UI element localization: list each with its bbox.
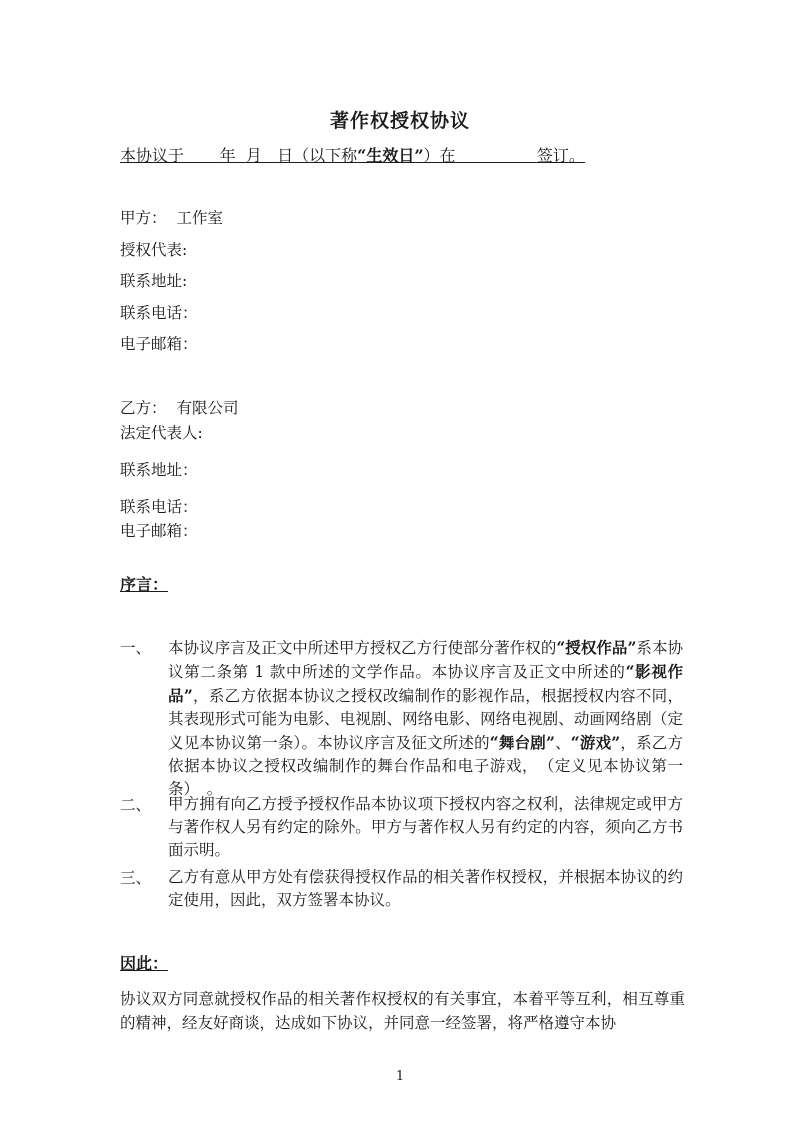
sign-in-label: ）在	[423, 146, 456, 165]
party-a-representative-label: 授权代表:	[120, 241, 188, 259]
clause-text: 甲方拥有向乙方授予授权作品本协议项下授权内容之权利，法律规定或甲方与著作权人另有约定的除外。甲方与著作权人另有约定的内容，须向乙方书面示明。	[168, 795, 683, 859]
party-b-phone-label: 联系电话：	[120, 498, 198, 516]
clause-text-part: 、	[554, 734, 571, 752]
preamble-heading: 序言：	[120, 575, 169, 594]
defined-term-stage-play: “舞台剧”	[489, 733, 555, 752]
party-b-name-label: 乙方：	[120, 399, 167, 417]
party-b-name	[120, 396, 239, 418]
defined-term-game: “游戏”	[570, 733, 621, 752]
therefore-paragraph: 协议双方同意就授权作品的相关著作权授权的有关事宜，本着平等互利，相互尊重的精神，经友好商谈，达成如下协议，并同意一经签署，将严格遵守本协	[120, 990, 685, 1032]
clause-text: 乙方有意从甲方处有偿获得授权作品的相关著作权授权，并根据本协议的约定使用，因此，双方签署本协议。	[168, 868, 683, 909]
clause-number: 三、	[120, 869, 152, 887]
party-b-representative-label: 法定代表人:	[120, 424, 203, 442]
clause-number: 二、	[120, 796, 152, 814]
page-number: 1	[395, 1069, 405, 1084]
clause-text	[168, 636, 683, 801]
therefore-heading: 因此：	[120, 954, 169, 973]
document-title: 著作权授权协议	[329, 110, 470, 132]
defined-term-authorized-work: “授权作品”	[556, 638, 637, 657]
signing-statement	[120, 143, 592, 166]
sign-signed-label: 签订。	[536, 146, 585, 165]
party-a-phone-label: 联系电话：	[120, 304, 198, 322]
effective-date-term: “生效日”	[357, 146, 424, 165]
party-a-email-label: 电子邮箱：	[120, 335, 198, 353]
sign-month-label: 月	[245, 146, 262, 165]
defined-term-film-work: “影视作品”	[168, 662, 683, 705]
clause-text-part: 系本协议第二条第 1 款中所述的文学作品。本协议序言及正文中所述的	[168, 639, 683, 681]
clause-text-part: ，系乙方依据本协议之授权改编制作的舞台作品和电子游戏， （定义见本协议第一条） 。	[168, 734, 683, 798]
sign-day-label: 日（以下称	[277, 146, 358, 165]
clause-text-part: ，系乙方依据本协议之授权改编制作的影视作品，根据授权内容不同，其表现形式可能为电影、电视剧、网络电影、网络电视剧、动画网络剧（定义见本协议第一条）。本协议序言及征文所述的	[168, 687, 683, 752]
party-b-address-label: 联系地址：	[120, 461, 198, 479]
party-b-email-label: 电子邮箱：	[120, 522, 198, 540]
party-a-name	[120, 206, 223, 228]
sign-prefix: 本协议于	[120, 146, 185, 165]
party-b-name-value: 有限公司	[176, 399, 239, 417]
party-a-address-label: 联系地址:	[120, 272, 188, 290]
clause-number: 一、	[120, 639, 152, 657]
party-a-name-value: 工作室	[176, 209, 224, 227]
party-a-name-label: 甲方：	[120, 209, 167, 227]
clause-text-part: 本协议序言及正文中所述甲方授权乙方行使部分著作权的	[168, 639, 557, 657]
sign-year-label: 年	[219, 146, 236, 165]
